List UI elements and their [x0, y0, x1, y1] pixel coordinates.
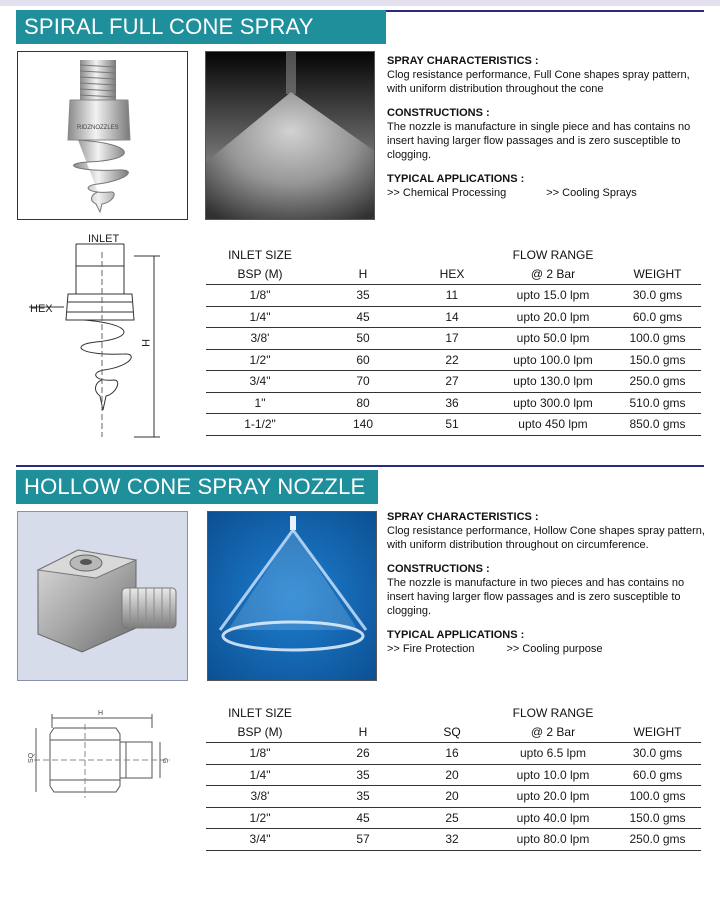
spiral-section — [0, 0, 720, 450]
table-row — [206, 393, 701, 415]
table-cell: 17 — [445, 331, 459, 345]
applications-heading: TYPICAL APPLICATIONS : — [387, 173, 525, 185]
table-cell: 1-1/2" — [244, 417, 276, 431]
table-cell: 35 — [356, 288, 370, 302]
header-cell — [314, 246, 412, 264]
applications-heading: TYPICAL APPLICATIONS : — [387, 629, 525, 641]
table-cell: upto 100.0 lpm — [513, 352, 593, 367]
table-cell: 100.0 gms — [629, 331, 686, 345]
header-cell: HEX — [439, 267, 465, 281]
header-cell: INLET SIZE — [228, 248, 292, 262]
table-cell: upto 450 lpm — [518, 417, 588, 431]
table-cell: 36 — [445, 395, 459, 410]
table-header-top — [206, 704, 701, 722]
table-cell: 11 — [445, 288, 459, 302]
table-cell: 14 — [445, 309, 459, 324]
table-cell: 3/8' — [250, 331, 270, 345]
table-cell: upto 40.0 lpm — [516, 810, 590, 825]
table-header-top — [206, 246, 701, 264]
table-cell: upto 20.0 lpm — [516, 789, 590, 803]
construction-heading: CONSTRUCTIONS : — [387, 563, 490, 575]
applications-list — [387, 186, 711, 200]
table-cell: 60.0 gms — [632, 767, 683, 782]
table-row — [206, 371, 701, 393]
table-cell: upto 300.0 lpm — [513, 395, 593, 410]
inlet-label: INLET — [88, 233, 120, 245]
table-cell: upto 50.0 lpm — [516, 331, 590, 345]
table-cell: 45 — [356, 309, 370, 324]
table-cell: 57 — [356, 832, 370, 846]
section-rule — [380, 10, 704, 12]
hollow-description — [387, 510, 711, 656]
table-cell: 20 — [445, 789, 459, 803]
header-cell: WEIGHT — [633, 267, 682, 281]
table-cell: 1/4" — [249, 309, 271, 324]
header-cell — [614, 246, 701, 264]
table-cell: 140 — [352, 417, 374, 431]
header-cell: SQ — [443, 725, 461, 739]
h-label: H — [98, 710, 104, 717]
table-row — [206, 285, 701, 307]
table-cell: 27 — [445, 374, 459, 388]
table-row — [206, 765, 701, 787]
brand-stamp: RIDZNOZZLES — [77, 125, 119, 131]
table-cell: 25 — [445, 810, 459, 825]
table-row — [206, 743, 701, 765]
table-body — [206, 742, 701, 851]
table-cell: 150.0 gms — [629, 810, 686, 825]
table-header — [206, 264, 701, 284]
header-cell: H — [358, 267, 368, 281]
table-cell: 80 — [356, 395, 370, 410]
table-cell: upto 10.0 lpm — [516, 767, 590, 782]
section-rule — [16, 465, 704, 467]
table-cell: 50 — [356, 331, 370, 345]
table-cell: 22 — [445, 352, 459, 367]
table-cell: upto 15.0 lpm — [516, 288, 590, 302]
application-item: >> Cooling purpose — [506, 643, 603, 655]
table-body — [206, 284, 701, 436]
table-cell: 20 — [445, 767, 459, 782]
table-cell: 16 — [445, 746, 459, 760]
spiral-spec-table — [206, 246, 701, 436]
characteristics-heading: SPRAY CHARACTERISTICS : — [387, 55, 539, 67]
table-cell: 100.0 gms — [629, 789, 686, 803]
section-title: HOLLOW CONE SPRAY NOZZLE — [16, 470, 378, 504]
table-cell: 250.0 gms — [629, 832, 686, 846]
table-cell: 510.0 gms — [629, 395, 686, 410]
sq-label: SQ — [28, 752, 35, 763]
table-cell: 32 — [445, 832, 459, 846]
table-cell: upto 80.0 lpm — [516, 832, 590, 846]
header-cell: @ 2 Bar — [530, 725, 576, 739]
hollow-section — [0, 463, 720, 883]
table-cell: 150.0 gms — [629, 352, 686, 367]
table-cell: 3/4" — [249, 832, 271, 846]
hex-label: HEX — [30, 303, 53, 315]
table-cell: upto 20.0 lpm — [516, 309, 590, 324]
table-row — [206, 350, 701, 372]
table-cell: 30.0 gms — [632, 288, 683, 302]
characteristics-text: Clog resistance performance, Full Cone shapes spray pattern, with uniform distribution throughout the cone — [387, 69, 690, 95]
table-row — [206, 414, 701, 436]
header-cell — [412, 246, 492, 264]
construction-heading: CONSTRUCTIONS : — [387, 107, 490, 119]
table-header — [206, 722, 701, 742]
table-cell: 35 — [356, 789, 370, 803]
application-item: >> Cooling Sprays — [546, 187, 637, 199]
spiral-description — [387, 54, 711, 200]
table-cell: 30.0 gms — [632, 746, 683, 760]
full-cone-spray-photo — [205, 51, 375, 220]
table-cell: 45 — [356, 810, 370, 825]
header-cell: H — [358, 725, 368, 739]
table-cell: 250.0 gms — [629, 374, 686, 388]
header-cell: BSP (M) — [237, 725, 283, 739]
construction-text: The nozzle is manufacture in single piece and has contains no insert having larger flow passages and is zero susceptible to clogging. — [387, 121, 691, 161]
table-cell: 1/2" — [249, 810, 271, 825]
application-item: >> Fire Protection — [387, 643, 475, 655]
spiral-dimension-drawing — [24, 232, 174, 447]
table-cell: 60 — [356, 352, 370, 367]
h-label: H — [139, 339, 151, 347]
characteristics-heading: SPRAY CHARACTERISTICS : — [387, 511, 539, 523]
header-cell: @ 2 Bar — [530, 267, 576, 281]
table-row — [206, 328, 701, 350]
header-cell: BSP (M) — [237, 267, 283, 281]
hollow-nozzle-photo — [17, 511, 188, 681]
header-cell: WEIGHT — [633, 725, 682, 739]
table-cell: 1/2" — [249, 352, 271, 367]
application-item: >> Chemical Processing — [387, 187, 507, 199]
hollow-spec-table — [206, 704, 701, 851]
header-cell — [412, 704, 492, 722]
table-row — [206, 786, 701, 808]
table-row — [206, 808, 701, 830]
table-cell: 60.0 gms — [632, 309, 683, 324]
table-cell: 3/4" — [249, 374, 271, 388]
header-cell: FLOW RANGE — [512, 248, 594, 262]
table-cell: 3/8' — [250, 789, 270, 803]
header-cell — [614, 704, 701, 722]
table-cell: 35 — [356, 767, 370, 782]
characteristics-text: Clog resistance performance, Hollow Cone shapes spray pattern, with uniform distribution throughout on circumference. — [387, 525, 705, 551]
table-cell: upto 130.0 lpm — [513, 374, 593, 388]
construction-text: The nozzle is manufacture in two pieces and has contains no insert having larger flow passages and is zero susceptible to clogging. — [387, 577, 685, 617]
table-cell: 51 — [445, 417, 459, 431]
table-cell: 26 — [356, 746, 370, 760]
table-cell: 1/4" — [249, 767, 271, 782]
header-cell — [314, 704, 412, 722]
applications-list — [387, 642, 711, 656]
spiral-nozzle-photo — [17, 51, 188, 220]
table-cell: upto 6.5 lpm — [519, 746, 587, 760]
hollow-dimension-drawing — [20, 706, 180, 816]
table-row — [206, 307, 701, 329]
table-cell: 850.0 gms — [629, 417, 686, 431]
header-cell: FLOW RANGE — [512, 706, 594, 720]
table-row — [206, 829, 701, 851]
table-cell: 1" — [254, 395, 266, 410]
hollow-cone-spray-photo — [207, 511, 377, 681]
table-cell: 1/8" — [249, 288, 271, 302]
section-title: SPIRAL FULL CONE SPRAY — [16, 10, 386, 44]
table-cell: 70 — [356, 374, 370, 388]
g-label: G — [161, 758, 168, 764]
header-cell: INLET SIZE — [228, 706, 292, 720]
table-cell: 1/8" — [249, 746, 271, 760]
